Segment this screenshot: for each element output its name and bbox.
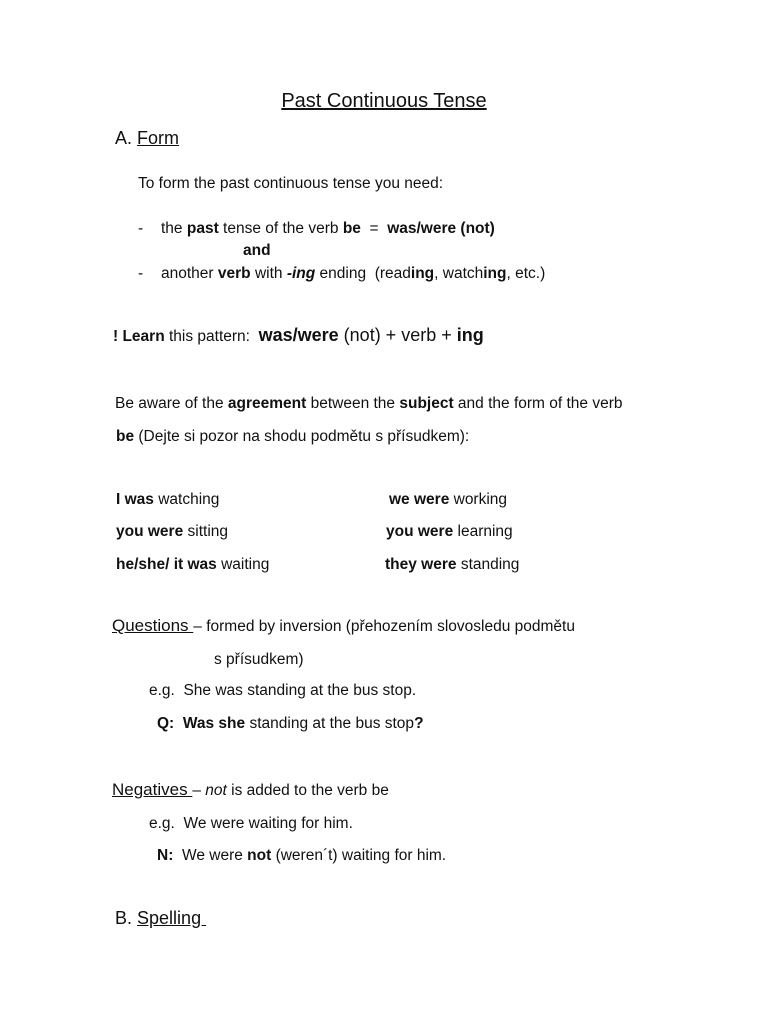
text-span: Was she xyxy=(174,715,246,732)
text-span: with xyxy=(250,265,287,282)
text-span: – formed by inversion (přehozením slovosledu podmětu xyxy=(193,618,575,635)
text-span: be xyxy=(116,428,135,445)
text-span: another xyxy=(161,265,218,282)
text-span: and the form of the verb xyxy=(453,395,623,412)
text-span: be xyxy=(342,220,361,237)
text-span: ? xyxy=(414,715,424,732)
text-span: e.g. xyxy=(149,682,175,699)
text-span: standing at the bus stop xyxy=(245,715,415,732)
text-span: sitting xyxy=(183,523,229,540)
text-span: She was standing at the bus stop. xyxy=(174,682,417,699)
text-span: ! Learn xyxy=(113,328,165,345)
text-span: We were xyxy=(173,847,248,864)
conjugation-left-2 xyxy=(116,522,228,542)
text-span: waiting xyxy=(216,556,270,573)
conjugation-left-1 xyxy=(116,490,219,510)
negative-example xyxy=(149,814,353,834)
bullet-dash-1: - xyxy=(138,220,144,237)
text-span: I was xyxy=(116,491,154,508)
and-connector: and xyxy=(243,242,271,259)
negatives-heading: Negatives xyxy=(112,780,193,799)
question-example xyxy=(149,681,416,701)
bullet-dash-2: - xyxy=(138,265,144,282)
text-span: e.g. xyxy=(149,815,175,832)
text-span: not xyxy=(205,782,227,799)
section-b-title: Spelling xyxy=(137,908,207,928)
questions-line-2: s přísudkem) xyxy=(214,651,304,668)
text-span: ing xyxy=(456,325,484,345)
section-b-letter: B. xyxy=(115,908,133,928)
form-intro: To form the past continuous tense you need: xyxy=(138,175,444,192)
section-b-heading xyxy=(115,906,206,930)
text-span: -ing xyxy=(286,265,316,282)
negative-n-example xyxy=(157,846,446,866)
text-span: We were waiting for him. xyxy=(174,815,353,832)
text-span: this pattern: xyxy=(164,328,259,345)
question-q-example xyxy=(157,714,424,734)
bullet-ing-ending xyxy=(161,264,545,284)
text-span: , etc.) xyxy=(506,265,546,282)
text-span: you were xyxy=(116,523,184,540)
conjugation-right-3 xyxy=(385,555,519,575)
text-span: between the xyxy=(306,395,400,412)
text-span: subject xyxy=(399,395,454,412)
text-span: ending (read xyxy=(315,265,411,282)
text-span: = xyxy=(360,220,388,237)
text-span: (not) + verb + xyxy=(338,325,457,345)
bullet-past-tense-be xyxy=(161,219,495,239)
text-span: was/were (not) xyxy=(387,220,495,237)
text-span: ing xyxy=(410,265,435,282)
text-span: you were xyxy=(386,523,454,540)
text-span: ing xyxy=(483,265,507,282)
text-span: the xyxy=(161,220,187,237)
text-span: (weren´t) waiting for him. xyxy=(271,847,447,864)
section-a-letter: A. xyxy=(115,128,133,148)
negatives-line xyxy=(112,779,389,801)
text-span: not xyxy=(247,847,272,864)
text-span: was/were xyxy=(258,325,339,345)
text-span: they were xyxy=(385,556,457,573)
questions-heading: Questions xyxy=(112,616,194,635)
text-span: tense of the verb xyxy=(218,220,343,237)
agreement-note xyxy=(115,394,623,414)
text-span: agreement xyxy=(227,395,307,412)
page-title: Past Continuous Tense xyxy=(281,90,487,112)
text-span: learning xyxy=(453,523,513,540)
text-span: (Dejte si pozor na shodu podmětu s přísudkem): xyxy=(134,428,470,445)
text-span: is added to the verb be xyxy=(226,782,389,799)
text-span: N: xyxy=(157,847,174,864)
questions-line xyxy=(112,615,575,637)
text-span: – xyxy=(192,782,206,799)
learn-pattern xyxy=(113,325,484,347)
text-span: working xyxy=(449,491,508,508)
text-span: he/she/ it was xyxy=(116,556,217,573)
conjugation-right-1 xyxy=(389,490,507,510)
text-span: Be aware of the xyxy=(115,395,228,412)
section-a-heading xyxy=(115,126,179,150)
agreement-note-czech xyxy=(116,427,469,447)
section-a-title: Form xyxy=(137,128,180,148)
conjugation-right-2 xyxy=(386,522,513,542)
text-span: we were xyxy=(389,491,450,508)
text-span: past xyxy=(186,220,219,237)
text-span: watching xyxy=(153,491,220,508)
text-span: standing xyxy=(456,556,520,573)
text-span: verb xyxy=(217,265,251,282)
text-span: , watch xyxy=(434,265,484,282)
conjugation-left-3 xyxy=(116,555,269,575)
text-span: Q: xyxy=(157,715,175,732)
